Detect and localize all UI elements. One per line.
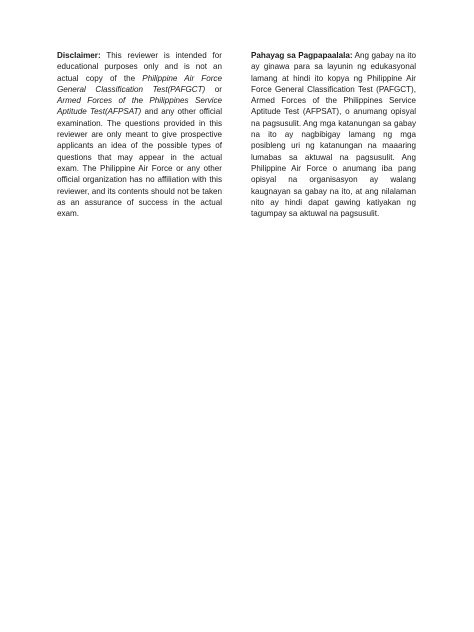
disclaimer-label: Disclaimer: bbox=[57, 51, 101, 60]
pahayag-text: Ang gabay na ito ay ginawa para sa layunin ng edukasyonal lamang at hindi ito kopya ng Philippine Air Force General Classification Test (PAFGCT), Armed Forces of the Philippines Service Aptitude Test (AFPSAT), o anumang opisyal na pagsusulit. Ang mga katanungan sa gabay na ito ay nagbibigay lamang ng mga posibleng uri ng katanungan na maaaring lumabas sa aktuwal na pagsusulit. Ang Philippine Air Force o anumang iba pang opisyal na organisasyon ay walang kaugnayan sa gabay na ito, at ang nilalaman nito ay hindi dapat gawing katiyakan ng tagumpay sa aktuwal na pagsusulit. bbox=[251, 51, 416, 219]
disclaimer-english bbox=[57, 50, 222, 219]
disclaimer-filipino bbox=[251, 50, 416, 219]
afpsat-test-name: Armed Forces of the Philippines Service Aptitude Test(AFPSAT) bbox=[57, 96, 222, 117]
pahayag-label: Pahayag sa Pagpapaalala: bbox=[251, 51, 353, 60]
pafgct-test-name: Philippine Air Force General Classification Test(PAFGCT) bbox=[57, 73, 222, 94]
disclaimer-text-part-2: or bbox=[205, 84, 222, 94]
disclaimer-text-part-3: and any other official examination. The questions provided in this reviewer are only meant to give prospective applicants an idea of the possible types of questions that may appear in the actual exam. The Philippine Air Force or any other official organization has no affiliation with this reviewer, and its contents should not be taken as an assurance of success in the actual exam. bbox=[57, 107, 222, 219]
disclaimer-text-part-1: This reviewer is intended for educational purposes only and is not an actual copy of the bbox=[57, 51, 222, 83]
